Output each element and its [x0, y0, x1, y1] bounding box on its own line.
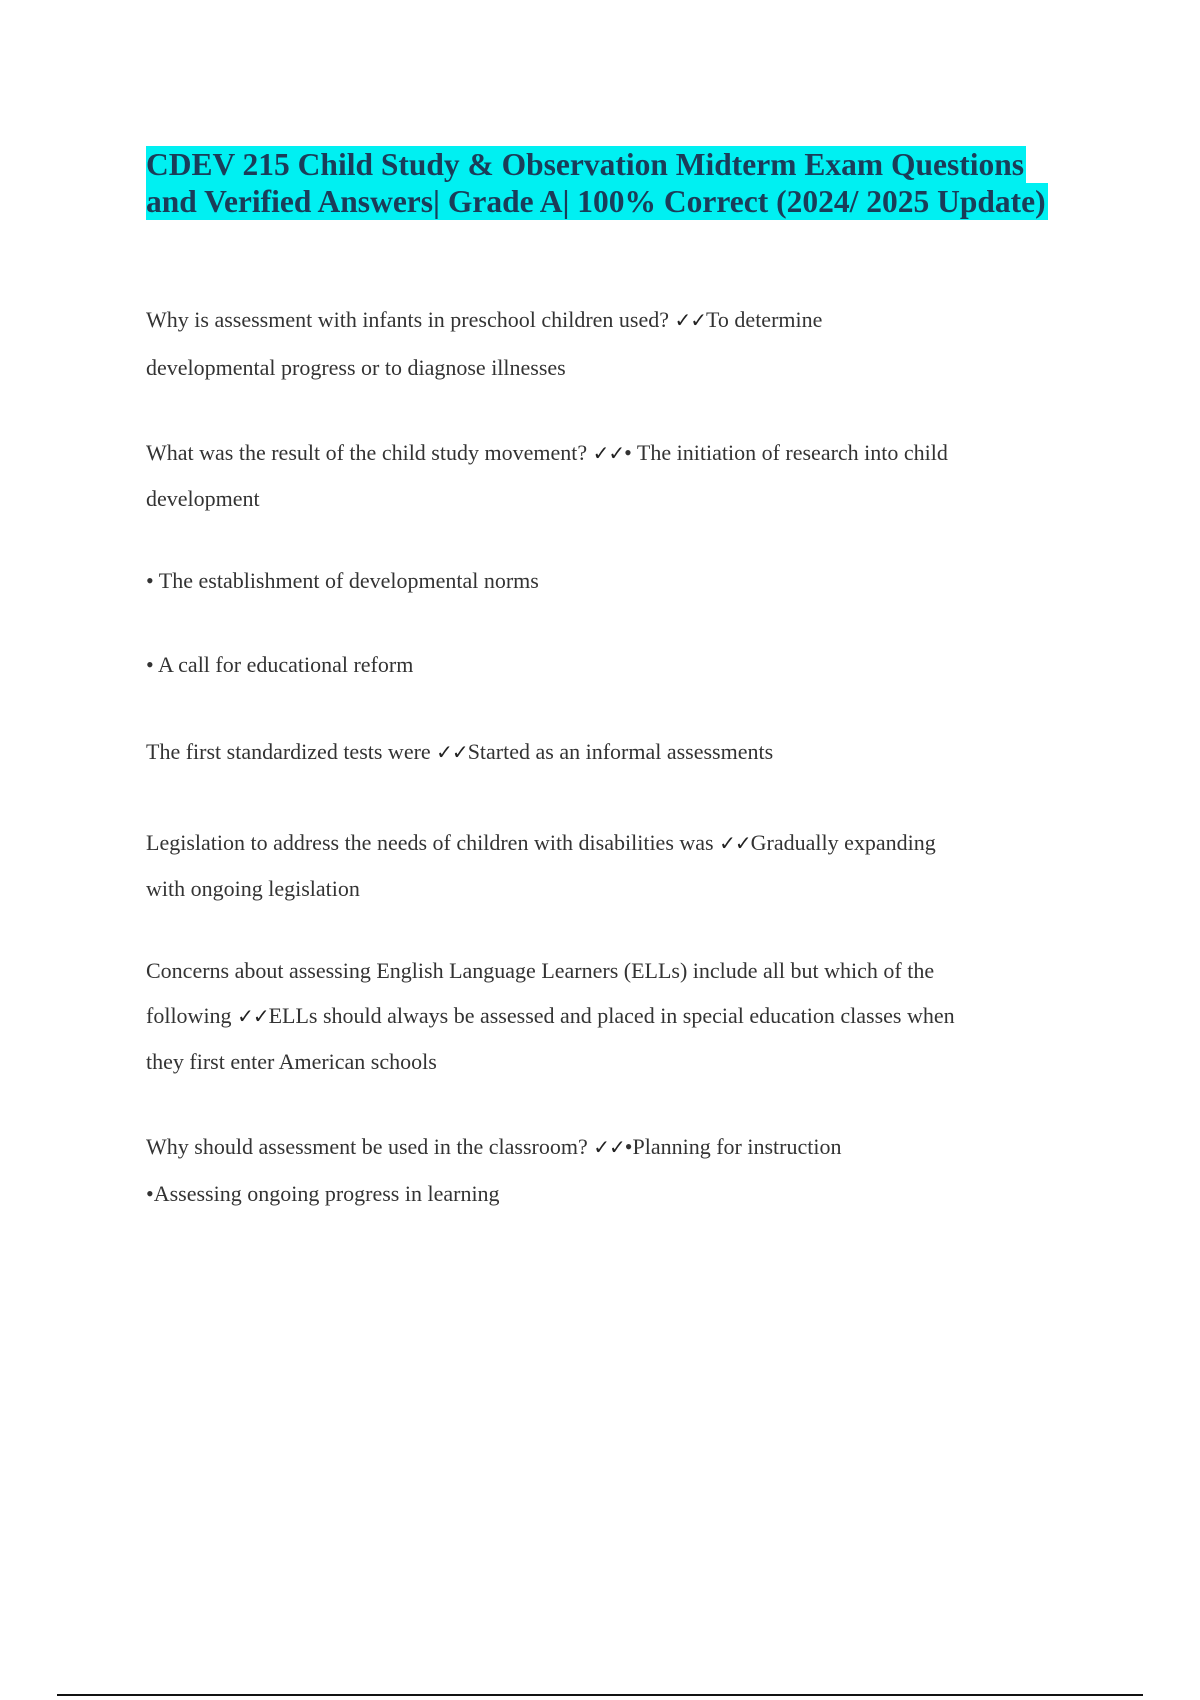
question-text: The first standardized tests were [146, 739, 437, 764]
double-check-icon: ✓✓ [593, 1135, 625, 1159]
answer-text: Started as an informal assessments [467, 739, 774, 764]
qa-item-2-bullet-3: • A call for educational reform [146, 652, 414, 677]
qa-item-2-bullet-2: • The establishment of developmental norms [146, 568, 539, 593]
qa-item-5-answer-cont: they first enter American schools [146, 1049, 437, 1074]
title-line-2: and Verified Answers| Grade A| 100% Correct (2024/ 2025 Update) [146, 184, 1046, 219]
answer-text: ELLs should always be assessed and placed in special education classes when [268, 1003, 955, 1028]
question-text: Legislation to address the needs of children with disabilities was [146, 830, 720, 855]
qa-item-5-question [146, 1001, 955, 1031]
double-check-icon: ✓✓ [719, 831, 751, 855]
qa-item-5-question-line-1: Concerns about assessing English Language Learners (ELLs) include all but which of the [146, 958, 935, 983]
qa-item-4-answer-cont: with ongoing legislation [146, 876, 360, 901]
double-check-icon: ✓✓ [237, 1004, 269, 1028]
document-title [146, 146, 1146, 220]
question-text: Why should assessment be used in the classroom? [146, 1134, 594, 1159]
qa-item-3-question [146, 737, 773, 767]
qa-item-2-question [146, 438, 948, 468]
question-text: Why is assessment with infants in preschool children used? [146, 307, 675, 332]
answer-text: Gradually expanding [750, 830, 936, 855]
qa-item-1-question [146, 305, 822, 335]
double-check-icon: ✓✓ [436, 740, 468, 764]
question-text: following [146, 1003, 238, 1028]
qa-item-4-question [146, 828, 936, 858]
title-line-1: CDEV 215 Child Study & Observation Midterm Exam Questions [146, 147, 1024, 182]
qa-item-6-answer-cont: •Assessing ongoing progress in learning [146, 1181, 500, 1206]
answer-text: •Planning for instruction [624, 1134, 842, 1159]
qa-item-6-question [146, 1132, 841, 1162]
footer-divider [57, 1694, 1143, 1696]
answer-text: To determine [706, 307, 823, 332]
qa-item-1-answer-cont: developmental progress or to diagnose illnesses [146, 355, 566, 380]
double-check-icon: ✓✓ [674, 308, 707, 332]
answer-text: • The initiation of research into child [624, 440, 948, 465]
question-text: What was the result of the child study movement? [146, 440, 593, 465]
double-check-icon: ✓✓ [592, 441, 625, 465]
qa-item-2-answer-cont: development [146, 486, 260, 511]
